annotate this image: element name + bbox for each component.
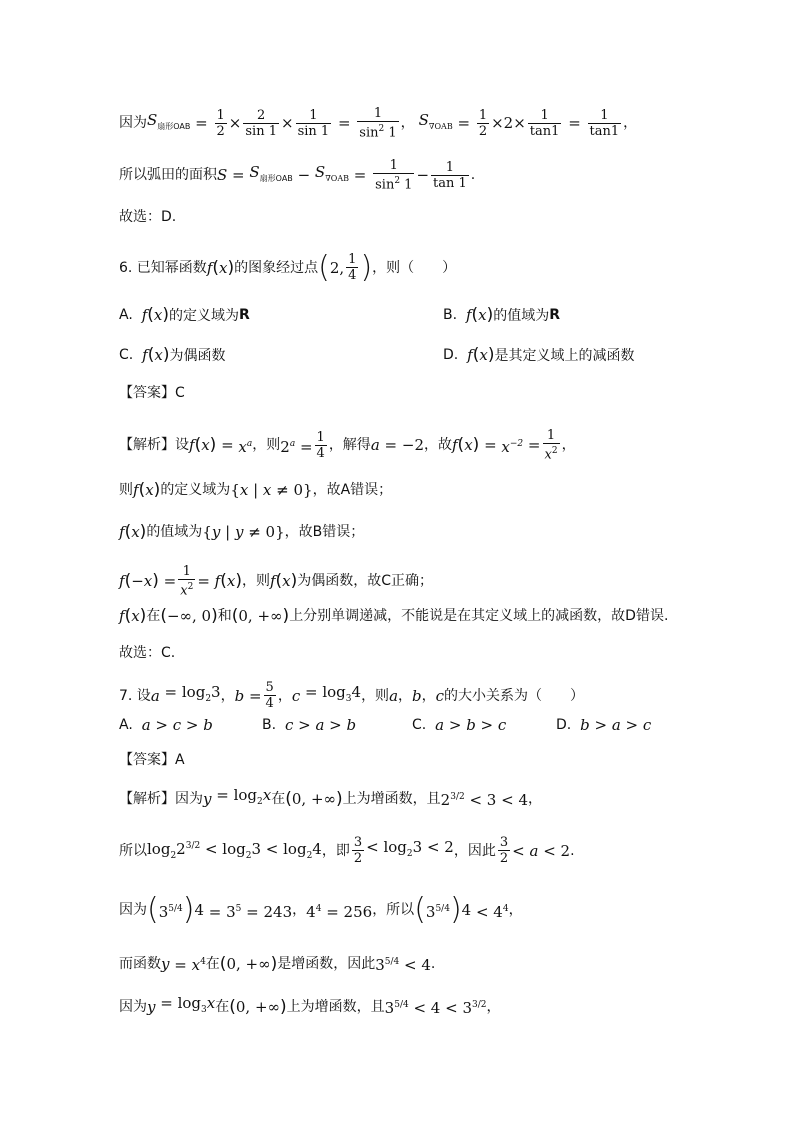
answer-label: 【答案】 (119, 752, 175, 768)
text: 为偶函数 (169, 348, 226, 364)
text: 7. 设 (119, 687, 151, 704)
text: 6. 已知幂函数 (119, 259, 207, 276)
text: 是其定义域上的减函数 (494, 348, 635, 364)
text: ， (400, 115, 415, 132)
option-6c[interactable]: C. f ( x ) 为偶函数 (119, 345, 226, 365)
arc-field-area-line: 所以弧田的面积 S = $S_{扇形OAB}$ − $S_{\nabla OAB}$ = $\frac{1}{\sin^2 1}$ − $\frac{1}{\tan 1}$ . (119, 158, 476, 193)
text: ， (398, 687, 413, 704)
explanation-6-line-4: f ( −x ) = $\frac{1}{x^2}$ = f ( x ) ，则 f ( x ) 为偶函数，故C正确； (119, 564, 434, 599)
option-label: A. (119, 717, 133, 733)
option-label: C. (119, 347, 134, 363)
text: ， (277, 687, 292, 704)
text: . (470, 167, 476, 184)
fraction: $\frac{1}{2}$ (216, 107, 225, 139)
text: 【解析】因为 (119, 790, 203, 807)
text: ，解得 (328, 437, 371, 454)
text: ， (623, 115, 638, 132)
option-7b[interactable]: B. c > a > b (262, 716, 357, 734)
text: 上为增函数，且 (286, 998, 385, 1015)
text: ，故B错误； (284, 524, 365, 540)
text: ， (486, 998, 501, 1015)
fraction: $\frac{1}{4}$ (348, 252, 357, 283)
option-label: D. (556, 717, 572, 733)
fraction: $\frac{3}{2}$ (353, 835, 363, 866)
text: 和 (217, 608, 232, 624)
text: 在 (215, 998, 230, 1015)
fraction: $\frac{1}{\tan 1}$ (589, 107, 620, 139)
explanation-7-line-4: 而函数 y = $x^4$ 在 ( 0, +∞ ) 是增函数，因此 $3^{5/4} < 4$ . (119, 953, 436, 974)
explanation-6-line-2: 则 f ( x ) 的定义域为 {x | x ≠ 0} ，故A错误； (119, 480, 393, 500)
text: 所以弧田的面积 (119, 167, 217, 184)
text: 的定义域为 (169, 308, 239, 324)
fraction: $\frac{1}{\sin^2 1}$ (359, 106, 397, 141)
text: ，因此 (453, 842, 496, 859)
fraction: $\frac{1}{4}$ (316, 429, 325, 461)
fraction: $\frac{2}{\sin 1}$ (245, 107, 277, 139)
text: . (570, 842, 575, 859)
answer-choice-line: 故选：D. (119, 209, 177, 225)
fraction: $\frac{1}{x^2}$ (180, 564, 194, 599)
text: ，所以 (372, 902, 415, 918)
text: 在 (205, 955, 220, 972)
text: 的值域为 (493, 308, 550, 324)
text: 的值域为 (146, 524, 203, 540)
option-7c[interactable]: C. a > b > c (412, 716, 507, 734)
fraction: $\frac{3}{2}$ (499, 835, 509, 866)
answer-7 (119, 750, 185, 770)
text: 的大小关系为（ ） (444, 687, 585, 704)
text: ， (220, 687, 235, 704)
text: 【解析】设 (119, 437, 189, 454)
text: 在 (271, 790, 286, 807)
explanation-7-line-3: 因为 ( $3^{5/4}$ ) 4 = $3^5 = 243$ ， $4^4 = 256$ ，所以 ( $3^{5/4}$ ) 4 < $4^4$ ， (119, 892, 523, 927)
option-label: C. (412, 717, 427, 733)
option-label: B. (262, 717, 277, 733)
answer-value: C (175, 385, 185, 401)
option-6b[interactable]: B. f ( x ) 的值域为 R (443, 305, 561, 325)
fraction: $\frac{1}{\tan 1}$ (433, 159, 467, 191)
text: 为偶函数，故C正确； (297, 573, 434, 590)
text: 则 (119, 482, 133, 498)
text: 因为 (119, 998, 147, 1015)
text: 是增函数，因此 (277, 955, 376, 972)
text: ，故 (423, 437, 452, 454)
explanation-7-line-2: 所以 $\log_22^{3/2} < \log_23 < \log_24$ ，即 $\frac{3}{2}$ < $\log_23 < 2$ ，因此 $\frac{3}{2}$ < a < 2 . (119, 835, 575, 866)
explanation-6-line-3: f ( x ) 的值域为 {y | y ≠ 0} ，故B错误； (119, 522, 365, 542)
fraction: $\frac{5}{4}$ (265, 680, 274, 711)
text: 上为增函数，且 (342, 790, 441, 807)
text: ，故A错误； (312, 482, 393, 498)
option-label: B. (443, 307, 458, 323)
answer-choice-6: 故选：C. (119, 645, 176, 661)
text: 因为 (119, 902, 147, 918)
text: 因为 (119, 115, 147, 132)
text: 而函数 (119, 955, 161, 972)
text: ， (561, 437, 576, 454)
answer-value: A (175, 752, 185, 768)
explanation-7-line-1: 【解析】因为 y = $\log_2x$ 在 ( 0, +∞ ) 上为增函数，且 $2^{3/2} < 3 < 4$ ， (119, 786, 542, 809)
option-7d[interactable]: D. b > a > c (556, 716, 652, 734)
answer-label: 【答案】 (119, 385, 175, 401)
text: ， (421, 687, 436, 704)
explanation-6-line-5: f ( x ) 在 ( −∞, 0 ) 和 ( 0, +∞ ) 上分别单调递减，不能说是在其定义域上的减函数，故D错误. (119, 606, 669, 626)
text: ，则 (241, 573, 270, 590)
text: 的图象经过点 (234, 259, 319, 276)
text: 所以 (119, 842, 147, 859)
question-6: 6. 已知幂函数 f ( x ) 的图象经过点 ( 2, $\frac{1}{4}$ ) ，则（ ） (119, 249, 457, 285)
text: 上分别单调递减，不能说是在其定义域上的减函数，故D错误. (289, 608, 669, 624)
text: ，则（ ） (372, 259, 457, 276)
explanation-6-line-1: 【解析】设 f ( x ) = $x^a$ ，则 $2^a$ = $\frac{1}{4}$ ，解得 a = −2 ，故 f ( x ) = $x^{-2}$ = $\frac{1}{x^2}$ ， (119, 428, 576, 463)
fraction: $\frac{1}{2}$ (478, 107, 488, 139)
formula: $S_{\nabla OAB}$ (418, 110, 453, 131)
formula: $S_{扇形OAB}$ (147, 110, 191, 131)
option-label: D. (443, 347, 459, 363)
text: ， (292, 902, 307, 918)
text: . (430, 955, 436, 972)
sector-area-line: 因为 $S_{扇形OAB}$ = $\frac{1}{2}$ × $\frac{2}{\sin 1}$ × $\frac{1}{\sin 1}$ = $\frac{1}{\sin^2 1}$ ， $S_{\nabla OAB}$ = $\frac{1}{2}$ ×2× $\frac{1}{\tan 1}$ = $\frac{1}{\tan 1}$ ， (119, 106, 638, 141)
option-6a[interactable]: A. f ( x ) 的定义域为 R (119, 305, 250, 325)
fraction: $\frac{1}{x^2}$ (544, 428, 558, 463)
question-7: 7. 设 a = $\log_23$ ， b = $\frac{5}{4}$ ， c = $\log_34$ ，则 a ， b ， c 的大小关系为（ ） (119, 680, 585, 711)
text: 在 (146, 608, 161, 624)
option-6d[interactable]: D. f ( x ) 是其定义域上的减函数 (443, 345, 635, 365)
text: 的定义域为 (160, 482, 231, 498)
fraction: $\frac{1}{\sin^2 1}$ (375, 158, 413, 193)
answer-6 (119, 383, 185, 403)
option-label: A. (119, 307, 133, 323)
text: ，则 (361, 687, 390, 704)
text: ，则 (252, 437, 281, 454)
text: ，即 (321, 842, 350, 859)
fraction: $\frac{1}{\tan 1}$ (529, 107, 560, 139)
option-7a[interactable]: A. a > c > b (119, 716, 213, 734)
fraction: $\frac{1}{\sin 1}$ (297, 107, 330, 139)
explanation-7-line-5: 因为 y = $\log_3x$ 在 ( 0, +∞ ) 上为增函数，且 $3^{5/4} < 4 < 3^{3/2}$ ， (119, 994, 501, 1017)
